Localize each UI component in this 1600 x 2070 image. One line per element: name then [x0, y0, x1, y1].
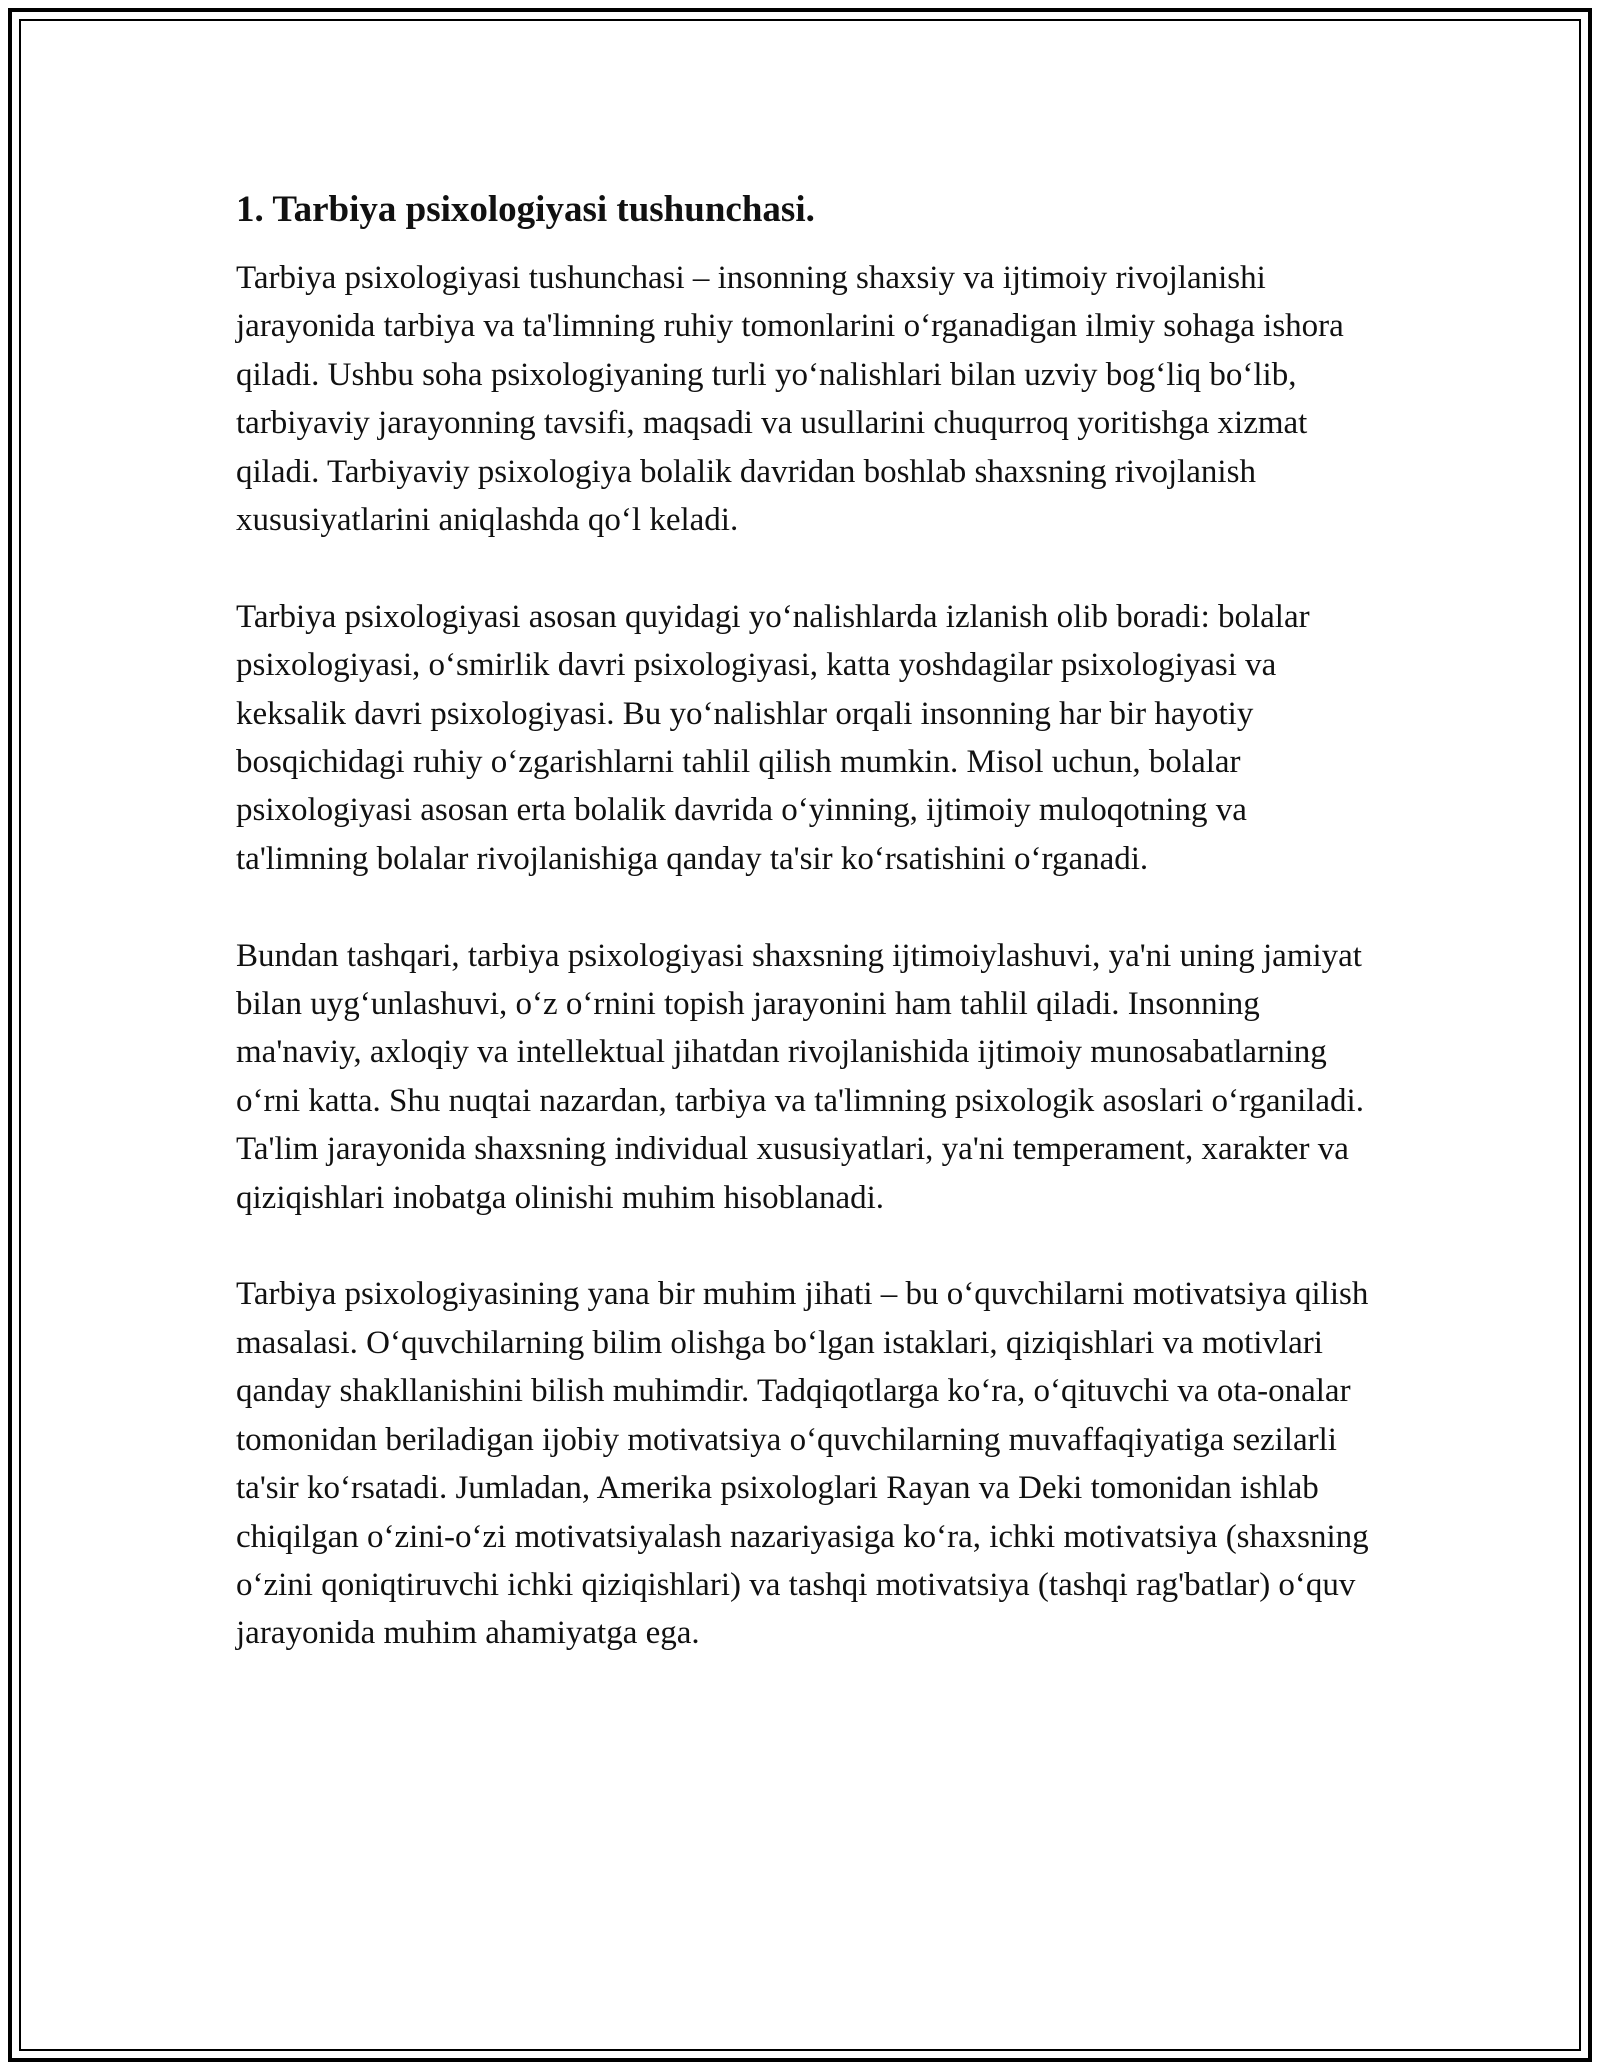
paragraph-2: Tarbiya psixologiyasi asosan quyidagi yoʻnalishlarda izlanish olib boradi: bolalar psixologiyasi, oʻsmirlik davri psixologiyasi, katta yoshdagilar psixologiyasi va keksalik davri psixologiyasi. Bu yoʻnalishlar orqali insonning har bir hayotiy bosqichidagi ruhiy oʻzgarishlarni tahlil qilish mumkin. Misol uchun, bolalar psixologiyasi asosan erta bolalik davrida oʻyinning, ijtimoiy muloqotning va ta'limning bolalar rivojlanishiga qanday ta'sir koʻrsatishini oʻrganadi.	[236, 598, 1310, 877]
document-body	[236, 188, 1371, 1706]
paragraph-1: Tarbiya psixologiyasi tushunchasi – insonning shaxsiy va ijtimoiy rivojlanishi jarayonida tarbiya va ta'limning ruhiy tomonlarini oʻrganadigan ilmiy sohaga ishora qiladi. Ushbu soha psixologiyaning turli yoʻnalishlari bilan uzviy bogʻliq boʻlib, tarbiyaviy jarayonning tavsifi, maqsadi va usullarini chuqurroq yoritishga xizmat qiladi. Tarbiyaviy psixologiya bolalik davridan boshlab shaxsning rivojlanish xususiyatlarini aniqlashda qoʻl keladi.	[236, 260, 1344, 539]
paragraph-4: Tarbiya psixologiyasining yana bir muhim jihati – bu oʻquvchilarni motivatsiya qilish masalasi. Oʻquvchilarning bilim olishga boʻlgan istaklari, qiziqishlari va motivlari qanday shakllanishini bilish muhimdir. Tadqiqotlarga koʻra, oʻqituvchi va ota-onalar tomonidan beriladigan ijobiy motivatsiya oʻquvchilarning muvaffaqiyatiga sezilarli ta'sir koʻrsatadi. Jumladan, Amerika psixologlari Rayan va Deki tomonidan ishlab chiqilgan oʻzini-oʻzi motivatsiyalash nazariyasiga koʻra, ichki motivatsiya (shaxsning oʻzini qoniqtiruvchi ichki qiziqishlari) va tashqi motivatsiya (tashqi rag'batlar) oʻquv jarayonida muhim ahamiyatga ega.	[236, 1276, 1369, 1652]
paragraph-3: Bundan tashqari, tarbiya psixologiyasi shaxsning ijtimoiylashuvi, ya'ni uning jamiyat bilan uygʻunlashuvi, oʻz oʻrnini topish jarayonini ham tahlil qiladi. Insonning ma'naviy, axloqiy va intellektual jihatdan rivojlanishida ijtimoiy munosabatlarning oʻrni katta. Shu nuqtai nazardan, tarbiya va ta'limning psixologik asoslari oʻrganiladi. Ta'lim jarayonida shaxsning individual xususiyatlari, ya'ni temperament, xarakter va qiziqishlari inobatga olinishi muhim hisoblanadi.	[236, 937, 1364, 1216]
section-heading: 1. Tarbiya psixologiyasi tushunchasi.	[236, 189, 815, 230]
